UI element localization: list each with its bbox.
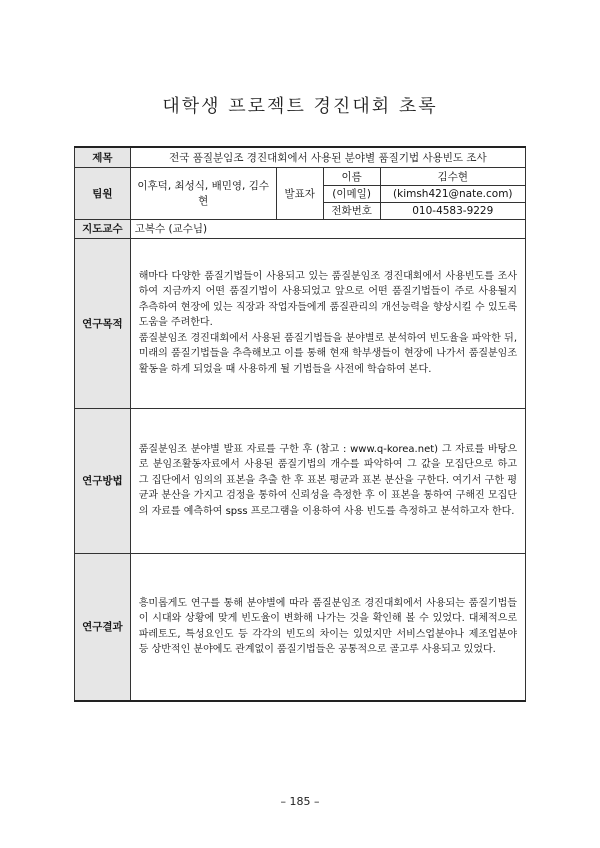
presenter-label: 발표자 [276, 167, 323, 219]
phone-value: 010-4583-9229 [380, 202, 525, 219]
abstract-form-table [74, 146, 526, 702]
subject-label: 제목 [75, 147, 131, 167]
result-label: 연구결과 [75, 553, 131, 701]
team-value: 이후덕, 최성식, 배민영, 김수현 [130, 167, 276, 219]
page-number: – 185 – [280, 795, 320, 808]
purpose-row [75, 238, 526, 408]
result-body [130, 553, 525, 701]
method-body [130, 408, 525, 553]
purpose-label: 연구목적 [75, 238, 131, 408]
method-row [75, 408, 526, 553]
advisor-value: 고복수 (교수님) [130, 219, 525, 238]
subject-value: 전국 품질분임조 경진대회에서 사용된 분야별 품질기법 사용빈도 조사 [130, 147, 525, 167]
method-paragraph-1: 품질분임조 분야별 발표 자료를 구한 후 (참고 : www.q-korea.net) 그 자료를 바탕으로 분임조활동자료에서 사용된 품질기법의 개수를 파악하여 그 값을 모집단으로 하고 그 집단에서 임의의 표본을 추출 한 후 표본 평균과 표본 분산을 구한다. 여기서 구한 평균과 분산을 가지고 검정을 통하여 신뢰성을 측정한 후 이 표본을 통하여 구해진 모집단의 자료를 예측하여 spss 프로그램을 이용하여 사용 빈도를 측정하고 분석하고자 한다. [138, 443, 517, 517]
result-row [75, 553, 526, 701]
method-label: 연구방법 [75, 408, 131, 553]
team-row [75, 167, 526, 185]
purpose-body [130, 238, 525, 408]
phone-label: 전화번호 [323, 202, 380, 219]
advisor-row [75, 219, 526, 238]
purpose-paragraph-1: 해마다 다양한 품질기법들이 사용되고 있는 품질분임조 경진대회에서 사용빈도를 조사하여 지금까지 어떤 품질기법이 사용되었고 앞으로 어떤 품질기법들이 주로 사용될지 추측하여 현장에 있는 직장과 작업자들에게 품질관리의 개선능력을 향상시킬 수 있도록 도움을 주려한다. [138, 270, 517, 329]
advisor-label: 지도교수 [75, 219, 131, 238]
name-label: 이름 [323, 167, 380, 185]
document-title: 대학생 프로젝트 경진대회 초록 [162, 96, 438, 117]
result-paragraph-1: 흥미롭게도 연구를 통해 분야별에 따라 품질분임조 경진대회에서 사용되는 품질기법들이 시대와 상황에 맞게 빈도율이 변화해 나가는 것을 확인해 볼 수 있었다. 대체적으로 파레토도, 특성요인도 등 각각의 빈도의 차이는 있었지만 서비스업분야나 제조업분야 등 상반적인 분야에도 관계없이 품질기법들은 공통적으로 골고루 사용되고 있었다. [138, 597, 517, 656]
team-label: 팀원 [75, 167, 131, 219]
email-value: (kimsh421@nate.com) [380, 185, 525, 202]
purpose-paragraph-2: 품질분임조 경진대회에서 사용된 품질기법들을 분야별로 분석하여 빈도율을 파악한 뒤, 미래의 품질기법들을 추측해보고 이를 통해 현재 학부생들이 현장에 나가서 품질분임조 활동을 하게 되었을 때 사용하게 될 기법들을 사전에 학습하여 본다. [138, 332, 517, 375]
name-value: 김수현 [380, 167, 525, 185]
email-label: (이메일) [323, 185, 380, 202]
subject-row [75, 147, 526, 167]
